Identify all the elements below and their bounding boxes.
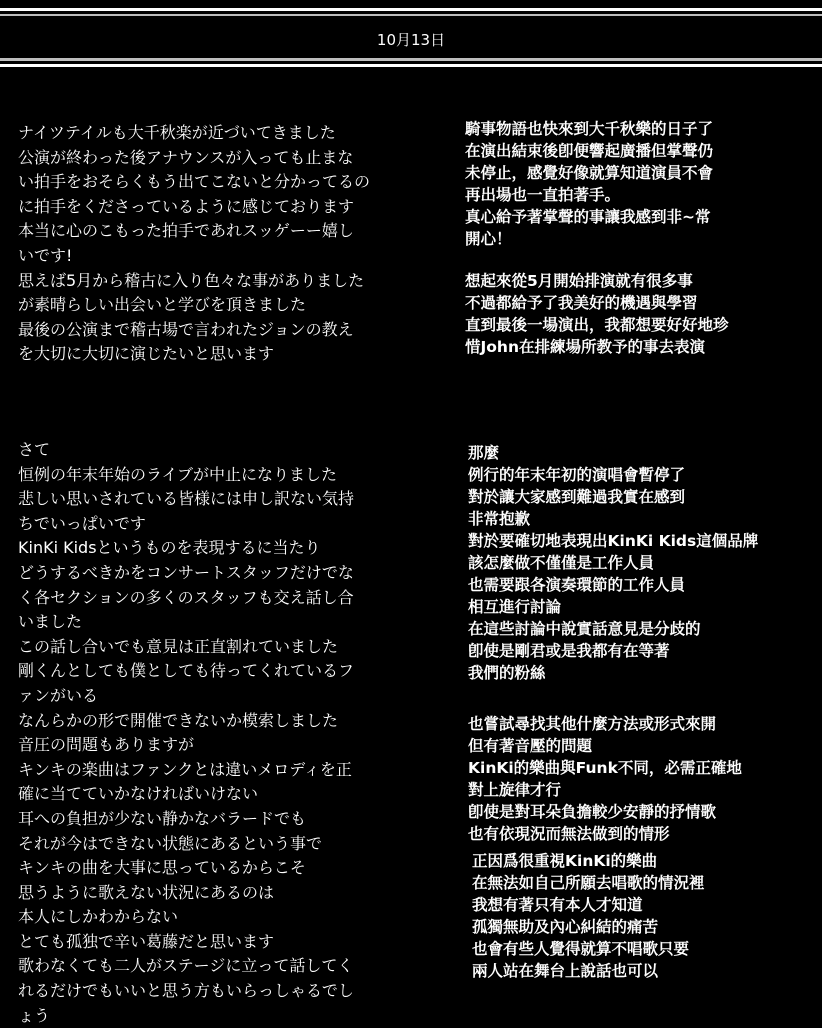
text-line: く各セクションの多くのスタッフも交え話し合 xyxy=(18,587,354,607)
text-line: どうするべきかをコンサートスタッフだけでな xyxy=(18,562,354,582)
text-line: 對於讓大家感到難過我實在感到 xyxy=(468,488,686,506)
text-line: 未停止，感覺好像就算知道演員不會 xyxy=(465,164,714,182)
text-line: 確に当てていかなければいけない xyxy=(18,784,259,804)
bottom-border-line xyxy=(0,64,822,67)
chinese-paragraph-5 xyxy=(472,850,812,982)
text-line: 在演出結束後卽便響起廣播但掌聲仍 xyxy=(465,142,714,160)
text-line: それが今はできない状態にあるという事で xyxy=(18,833,323,853)
chinese-paragraph-4 xyxy=(468,713,808,845)
text-line: 我想有著只有本人才知道 xyxy=(472,896,643,914)
text-line: ちでいっぱいです xyxy=(18,513,146,533)
japanese-paragraph-1 xyxy=(18,121,398,367)
text-line: キンキの楽曲はファンクとは違いメロディを正 xyxy=(18,759,352,779)
text-line: 非常抱歉 xyxy=(468,510,531,528)
text-line: 騎事物語也快來到大千秋樂的日子了 xyxy=(465,120,714,138)
text-line: ナイツテイルも大千秋楽が近づいてきました xyxy=(18,123,336,142)
text-line: 但有著音壓的問題 xyxy=(468,737,593,755)
top-border-line-inner xyxy=(0,14,822,16)
text-line: 也需要跟各演奏環節的工作人員 xyxy=(468,576,686,594)
top-border-line xyxy=(0,8,822,11)
text-line: れるだけでもいいと思う方もいらっしゃるでし xyxy=(18,981,354,1001)
text-line: 再出場也一直拍著手。 xyxy=(465,186,621,204)
text-line: とても孤独で辛い葛藤だと思います xyxy=(18,931,275,951)
text-line: 卽使是剛君或是我都有在等著 xyxy=(468,642,670,660)
date-header: 10月13日 xyxy=(376,31,446,49)
text-line: い拍手をおそらくもう出てこないと分かってるの xyxy=(18,172,371,192)
text-line: この話し合いでも意見は正直割れていました xyxy=(18,636,339,656)
text-line: 歌わなくても二人がステージに立って話してく xyxy=(18,956,354,976)
text-line: 孤獨無助及內心糾結的痛苦 xyxy=(472,918,659,936)
text-line: 也會有些人覺得就算不唱歌只要 xyxy=(472,940,690,958)
text-line: 耳への負担が少ない静かなバラードでも xyxy=(18,808,307,828)
text-line: ァンがいる xyxy=(18,685,99,705)
text-line: いました xyxy=(18,612,83,632)
text-line: 恒例の年末年始のライブが中止になりました xyxy=(18,464,338,484)
bottom-border-line-inner xyxy=(0,58,822,61)
text-line: 我們的粉絲 xyxy=(468,664,546,682)
text-line: が素晴らしい出会いと学びを頂きました xyxy=(18,295,307,315)
text-line: 直到最後一場演出，我都想要好好地珍 xyxy=(465,316,729,334)
text-line: 剛くんとしても僕としても待ってくれているフ xyxy=(18,661,355,681)
text-line: 卽使是對耳朵負擔較少安靜的抒情歌 xyxy=(468,803,717,821)
text-line: 音圧の問題もありますが xyxy=(18,735,195,755)
text-line: 例行的年末年初的演唱會暫停了 xyxy=(468,466,686,484)
text-line: さて xyxy=(18,440,51,459)
text-line: 真心給予著掌聲的事讓我感到非~常 xyxy=(465,208,711,226)
text-line: 想起來從5月開始排演就有很多事 xyxy=(465,272,693,290)
chinese-paragraph-3 xyxy=(468,442,808,684)
text-line: を大切に大切に演じたいと思います xyxy=(18,344,275,364)
text-line: いです! xyxy=(18,245,73,265)
text-line: 也有依現況而無法做到的情形 xyxy=(468,825,670,843)
chinese-paragraph-2 xyxy=(465,270,805,358)
text-line: KinKi Kidsというものを表現するに当たり xyxy=(18,538,321,558)
text-line: 在無法如自己所願去唱歌的情況裡 xyxy=(472,874,705,892)
text-line: 本人にしかわからない xyxy=(18,907,179,927)
text-line: 那麼 xyxy=(468,444,500,462)
text-line: キンキの曲を大事に思っているからこそ xyxy=(18,858,306,878)
text-line: に拍手をくださっているように感じております xyxy=(18,196,355,216)
text-line: 對於要確切地表現出KinKi Kids這個品牌 xyxy=(468,532,759,550)
text-line: 惜John在排練場所教予的事去表演 xyxy=(465,338,705,356)
text-line: 本当に心のこもった拍手であれスッゲーー嬉し xyxy=(18,221,354,241)
text-line: 思うように歌えない状況にあるのは xyxy=(18,882,275,902)
text-line: 最後の公演まで稽古場で言われたジョンの教え xyxy=(18,319,354,339)
text-line: 在這些討論中說實話意見是分歧的 xyxy=(468,620,701,638)
text-line: 不過都給予了我美好的機遇與學習 xyxy=(465,294,698,312)
text-line: 正因爲很重視KinKi的樂曲 xyxy=(472,852,658,870)
chinese-paragraph-1 xyxy=(465,118,805,250)
text-line: ょう xyxy=(18,1005,51,1025)
text-line: 兩人站在舞台上說話也可以 xyxy=(472,962,659,980)
text-line: KinKi的樂曲與Funk不同，必需正確地 xyxy=(468,759,742,777)
text-line: なんらかの形で開催できないか模索しました xyxy=(18,710,339,730)
text-line: 公演が終わった後アナウンスが入っても止まな xyxy=(18,147,354,167)
text-line: 也嘗試尋找其他什麼方法或形式來開 xyxy=(468,715,717,733)
text-line: 相互進行討論 xyxy=(468,598,562,616)
text-line: 思えば5月から稽古に入り色々な事がありました xyxy=(18,270,365,290)
text-line: 對上旋律才行 xyxy=(468,781,562,799)
text-line: 該怎麼做不僅僅是工作人員 xyxy=(468,554,655,572)
text-line: 悲しい思いされている皆様には申し訳ない気持 xyxy=(18,489,355,509)
japanese-paragraph-2 xyxy=(18,438,398,1028)
text-line: 開心！ xyxy=(465,230,512,248)
